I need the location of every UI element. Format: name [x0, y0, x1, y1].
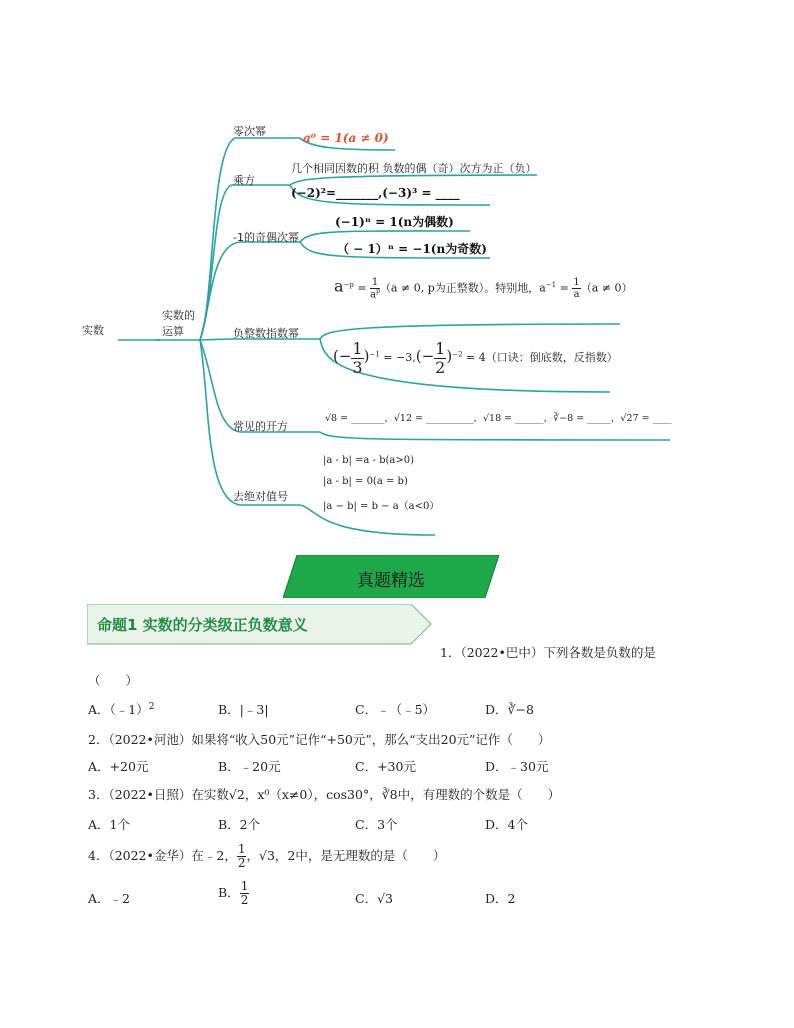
- label-power: 乘方: [233, 174, 255, 187]
- abs-line1: |a - b| =a - b(a>0): [323, 455, 415, 466]
- q4-stem: 4．（2022•金华）在﹣2， $\frac{1}{2}$ ，√3，2中，是无理数的是（ ）: [88, 842, 446, 871]
- q1-stem: 1．（2022•巴中）下列各数是负数的是: [440, 645, 656, 660]
- q1-option-d[interactable]: D．∛−8: [485, 702, 534, 717]
- q1-paren: （ ）: [88, 673, 139, 688]
- q4-option-b[interactable]: B． $\frac{1}{2}$: [218, 879, 249, 908]
- q1-option-c[interactable]: C．﹣（﹣5）: [355, 702, 436, 717]
- q3-stem: 3．（2022•日照）在实数√2，x⁰（x≠0），cos30°，∛8中，有理数的个数是（ ）: [88, 787, 561, 802]
- q1-option-b[interactable]: B．|﹣3|: [218, 702, 269, 717]
- q4-option-d[interactable]: D．2: [485, 891, 516, 906]
- label-neg-one: -1的奇偶次幂: [233, 231, 299, 244]
- q2-option-c[interactable]: C．+30元: [355, 759, 416, 774]
- neg-exp-line1: $a^{-p}$ = $\frac{1}{a^p}$ （a ≠ 0, p为正整数）。特别地，$a^{-1}$ = $\frac{1}{a}$ （a ≠ 0）: [334, 276, 633, 301]
- neg-exp-line2: (− $\frac{1}{3}$ )$^{-1}$ = −3,(− $\frac{1}{2}$ )$^{-2}$ = 4（口诀：倒底数，反指数）: [333, 339, 618, 377]
- q2-stem: 2．（2022•河池）如果将“收入50元”记作“+50元”，那么“支出20元”记作（ ）: [88, 732, 551, 747]
- mindmap-root: 实数: [82, 324, 104, 337]
- q1-option-a[interactable]: A．（﹣1）$^2$: [88, 701, 155, 717]
- q3-option-d[interactable]: D．4个: [485, 817, 528, 832]
- power-rule: 几个相同因数的积 负数的偶（奇）次方为正（负）: [291, 162, 537, 175]
- neg-one-even: (−1)ⁿ = 1(n为偶数): [335, 215, 454, 229]
- q2-option-b[interactable]: B．﹣20元: [218, 759, 281, 774]
- label-neg-exp: 负整数指数幂: [233, 327, 299, 340]
- label-roots: 常见的开方: [233, 420, 288, 433]
- formula-zero-power: a⁰ = 1(a ≠ 0): [303, 131, 389, 145]
- topic-title: 命题1 实数的分类级正负数意义: [97, 616, 308, 634]
- q4-option-a[interactable]: A．﹣2: [88, 891, 130, 906]
- roots-text: √8 = _______，√12 = __________，√18 = ______，∛−8 = _____，√27 = ____: [325, 413, 672, 424]
- q3-option-b[interactable]: B．2个: [218, 817, 261, 832]
- label-zero-power: 零次幂: [233, 125, 266, 138]
- q3-option-a[interactable]: A．1个: [88, 817, 130, 832]
- q2-option-d[interactable]: D．﹣30元: [485, 759, 549, 774]
- mindmap-sub: 实数的运算: [162, 309, 195, 338]
- abs-line2: |a - b| = 0(a = b): [323, 476, 408, 487]
- branch-power: [200, 185, 290, 340]
- q3-option-c[interactable]: C．3个: [355, 817, 398, 832]
- q4-option-c[interactable]: C．√3: [355, 891, 393, 906]
- neg-one-odd: （ − 1）ⁿ = −1(n为奇数): [337, 242, 487, 256]
- label-abs: 去绝对值号: [233, 490, 288, 503]
- power-formula: (−2)²=_______,(−3)³ = ____: [291, 186, 460, 200]
- abs-line3: |a − b| = b − a（a<0）: [323, 501, 440, 512]
- section-banner: 真题精选: [357, 571, 425, 591]
- q2-option-a[interactable]: A．+20元: [88, 759, 149, 774]
